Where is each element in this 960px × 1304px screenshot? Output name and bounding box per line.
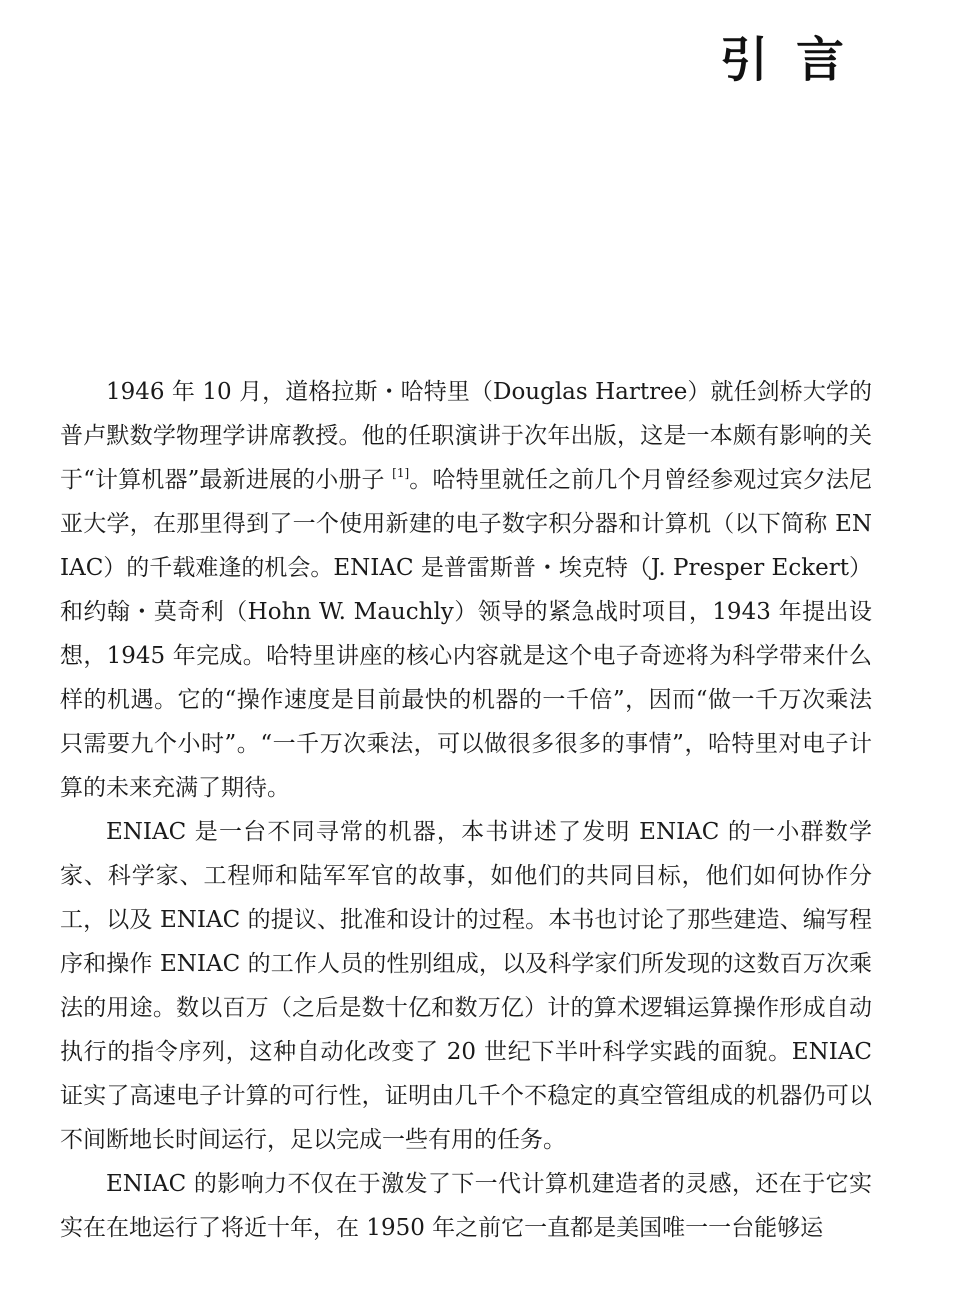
paragraph-1-text-before-note: 1946 年 10 月，道格拉斯・哈特里（Douglas Hartree）就任剑桥大学的普卢默数学物理学讲席教授。他的任职演讲于次年出版，这是一本颇有影响的关于“计算机器”最新进展的小册子 [60, 379, 872, 493]
footnote-ref: [1] [392, 466, 410, 480]
chapter-title: 引言 [719, 32, 872, 88]
paragraph-1-text-after-note: 。哈特里就任之前几个月曾经参观过宾夕法尼亚大学，在那里得到了一个使用新建的电子数字积分器和计算机（以下简称 ENIAC）的千载难逢的机会。ENIAC 是普雷斯普・埃克特（J. Presper Eckert）和约翰・莫奇利（Hohn W. Mauchly）领导的紧急战时项目，1943 年提出设想，1945 年完成。哈特里讲座的核心内容就是这个电子奇迹将为科学带来什么样的机遇。它的“操作速度是目前最快的机器的一千倍”，因而“做一千万次乘法只需要九个小时”。“一千万次乘法，可以做很多很多的事情”，哈特里对电子计算的未来充满了期待。 [60, 467, 873, 801]
paragraph-2: ENIAC 是一台不同寻常的机器，本书讲述了发明 ENIAC 的一小群数学家、科学家、工程师和陆军军官的故事，如他们的共同目标，他们如何协作分工，以及 ENIAC 的提议、批准和设计的过程。本书也讨论了那些建造、编写程序和操作 ENIAC 的工作人员的性别组成，以及科学家们所发现的这数百万次乘法的用途。数以百万（之后是数十亿和数万亿）计的算术逻辑运算操作形成自动执行的指令序列，这种自动化改变了 20 世纪下半叶科学实践的面貌。ENIAC 证实了高速电子计算的可行性，证明由几千个不稳定的真空管组成的机器仍可以不间断地长时间运行，足以完成一些有用的任务。 [60, 819, 872, 1153]
paragraph-1 [60, 370, 872, 810]
paragraph-3: ENIAC 的影响力不仅在于激发了下一代计算机建造者的灵感，还在于它实实在在地运行了将近十年，在 1950 年之前它一直都是美国唯一一台能够运 [60, 1171, 872, 1241]
body-text [60, 370, 872, 1250]
